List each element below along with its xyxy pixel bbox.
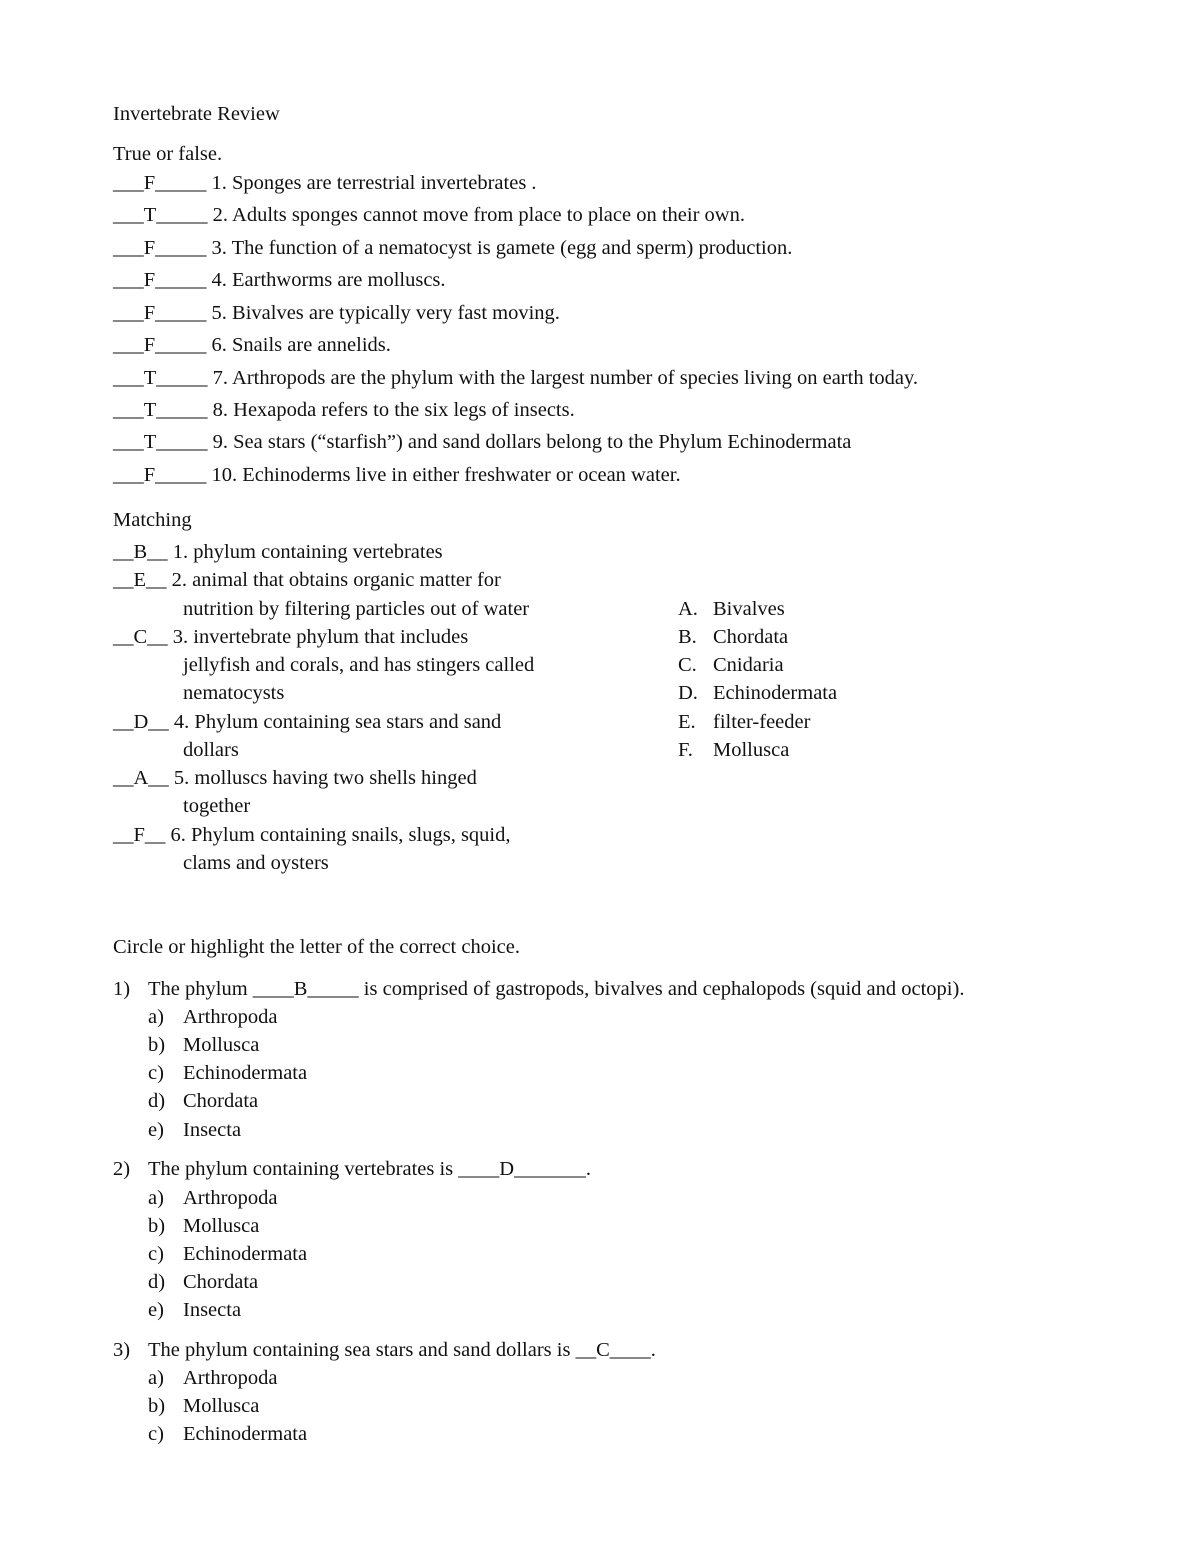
option-letter[interactable]: d)	[148, 1090, 166, 1112]
key-text-a: Bivalves	[713, 598, 785, 620]
key-letter-c: C.	[678, 654, 697, 676]
key-text-e: filter-feeder	[713, 711, 811, 733]
tf-item-8: ___T_____ 8. Hexapoda refers to the six legs of insects.	[113, 399, 575, 421]
option-text: Mollusca	[183, 1395, 260, 1417]
key-text-b: Chordata	[713, 626, 789, 648]
option-text: Arthropoda	[183, 1367, 278, 1389]
matching-item-6-cont: clams and oysters	[183, 852, 329, 874]
tf-item-3: ___F_____ 3. The function of a nematocyst is gamete (egg and sperm) production.	[113, 237, 793, 259]
tf-item-1: ___F_____ 1. Sponges are terrestrial invertebrates .	[113, 172, 537, 194]
option-letter[interactable]: c)	[148, 1423, 164, 1445]
tf-item-2: ___T_____ 2. Adults sponges cannot move from place to place on their own.	[113, 204, 745, 226]
matching-item-4: __D__ 4. Phylum containing sea stars and sand	[113, 711, 502, 733]
option-text: Mollusca	[183, 1215, 260, 1237]
option-text: Echinodermata	[183, 1062, 308, 1084]
mc-heading: Circle or highlight the letter of the correct choice.	[113, 936, 520, 958]
key-text-c: Cnidaria	[713, 654, 784, 676]
option-text: Chordata	[183, 1090, 259, 1112]
matching-item-1: __B__ 1. phylum containing vertebrates	[113, 541, 443, 563]
matching-item-2-cont: nutrition by filtering particles out of water	[183, 598, 530, 620]
option-letter[interactable]: a)	[148, 1367, 164, 1389]
matching-item-2: __E__ 2. animal that obtains organic matter for	[113, 569, 501, 591]
question-text: The phylum ____B_____ is comprised of gastropods, bivalves and cephalopods (squid and octopi).	[148, 978, 965, 1000]
option-letter[interactable]: a)	[148, 1187, 164, 1209]
option-letter[interactable]: e)	[148, 1119, 164, 1141]
key-letter-d: D.	[678, 682, 698, 704]
question-number: 1)	[113, 978, 131, 1000]
key-text-f: Mollusca	[713, 739, 790, 761]
option-letter[interactable]: b)	[148, 1395, 166, 1417]
option-text: Arthropoda	[183, 1006, 278, 1028]
key-text-d: Echinodermata	[713, 682, 838, 704]
option-text: Echinodermata	[183, 1243, 308, 1265]
option-text: Insecta	[183, 1119, 242, 1141]
question-text: The phylum containing sea stars and sand dollars is __C____.	[148, 1339, 656, 1361]
question-text: The phylum containing vertebrates is ____D_______.	[148, 1158, 591, 1180]
matching-heading: Matching	[113, 509, 192, 531]
key-letter-a: A.	[678, 598, 698, 620]
option-letter[interactable]: c)	[148, 1062, 164, 1084]
matching-item-5: __A__ 5. molluscs having two shells hinged	[113, 767, 477, 789]
key-letter-f: F.	[678, 739, 693, 761]
matching-item-3: __C__ 3. invertebrate phylum that includes	[113, 626, 469, 648]
matching-item-5-cont: together	[183, 795, 251, 817]
option-letter[interactable]: d)	[148, 1271, 166, 1293]
key-letter-b: B.	[678, 626, 697, 648]
option-letter[interactable]: b)	[148, 1215, 166, 1237]
option-letter[interactable]: c)	[148, 1243, 164, 1265]
tf-heading: True or false.	[113, 143, 223, 165]
question-number: 3)	[113, 1339, 131, 1361]
matching-item-3-cont: jellyfish and corals, and has stingers called	[183, 654, 535, 676]
tf-item-5: ___F_____ 5. Bivalves are typically very fast moving.	[113, 302, 560, 324]
tf-item-7: ___T_____ 7. Arthropods are the phylum with the largest number of species living on earth today.	[113, 367, 919, 389]
option-text: Mollusca	[183, 1034, 260, 1056]
option-text: Chordata	[183, 1271, 259, 1293]
doc-title: Invertebrate Review	[113, 103, 280, 125]
option-text: Echinodermata	[183, 1423, 308, 1445]
matching-item-3-cont: nematocysts	[183, 682, 285, 704]
question-number: 2)	[113, 1158, 131, 1180]
tf-item-6: ___F_____ 6. Snails are annelids.	[113, 334, 391, 356]
option-text: Insecta	[183, 1299, 242, 1321]
matching-item-4-cont: dollars	[183, 739, 239, 761]
option-letter[interactable]: b)	[148, 1034, 166, 1056]
option-letter[interactable]: a)	[148, 1006, 164, 1028]
matching-item-6: __F__ 6. Phylum containing snails, slugs, squid,	[113, 824, 511, 846]
tf-item-9: ___T_____ 9. Sea stars (“starfish”) and sand dollars belong to the Phylum Echinodermata	[113, 431, 852, 453]
option-letter[interactable]: e)	[148, 1299, 164, 1321]
key-letter-e: E.	[678, 711, 696, 733]
tf-item-10: ___F_____ 10. Echinoderms live in either freshwater or ocean water.	[113, 464, 681, 486]
tf-item-4: ___F_____ 4. Earthworms are molluscs.	[113, 269, 446, 291]
option-text: Arthropoda	[183, 1187, 278, 1209]
